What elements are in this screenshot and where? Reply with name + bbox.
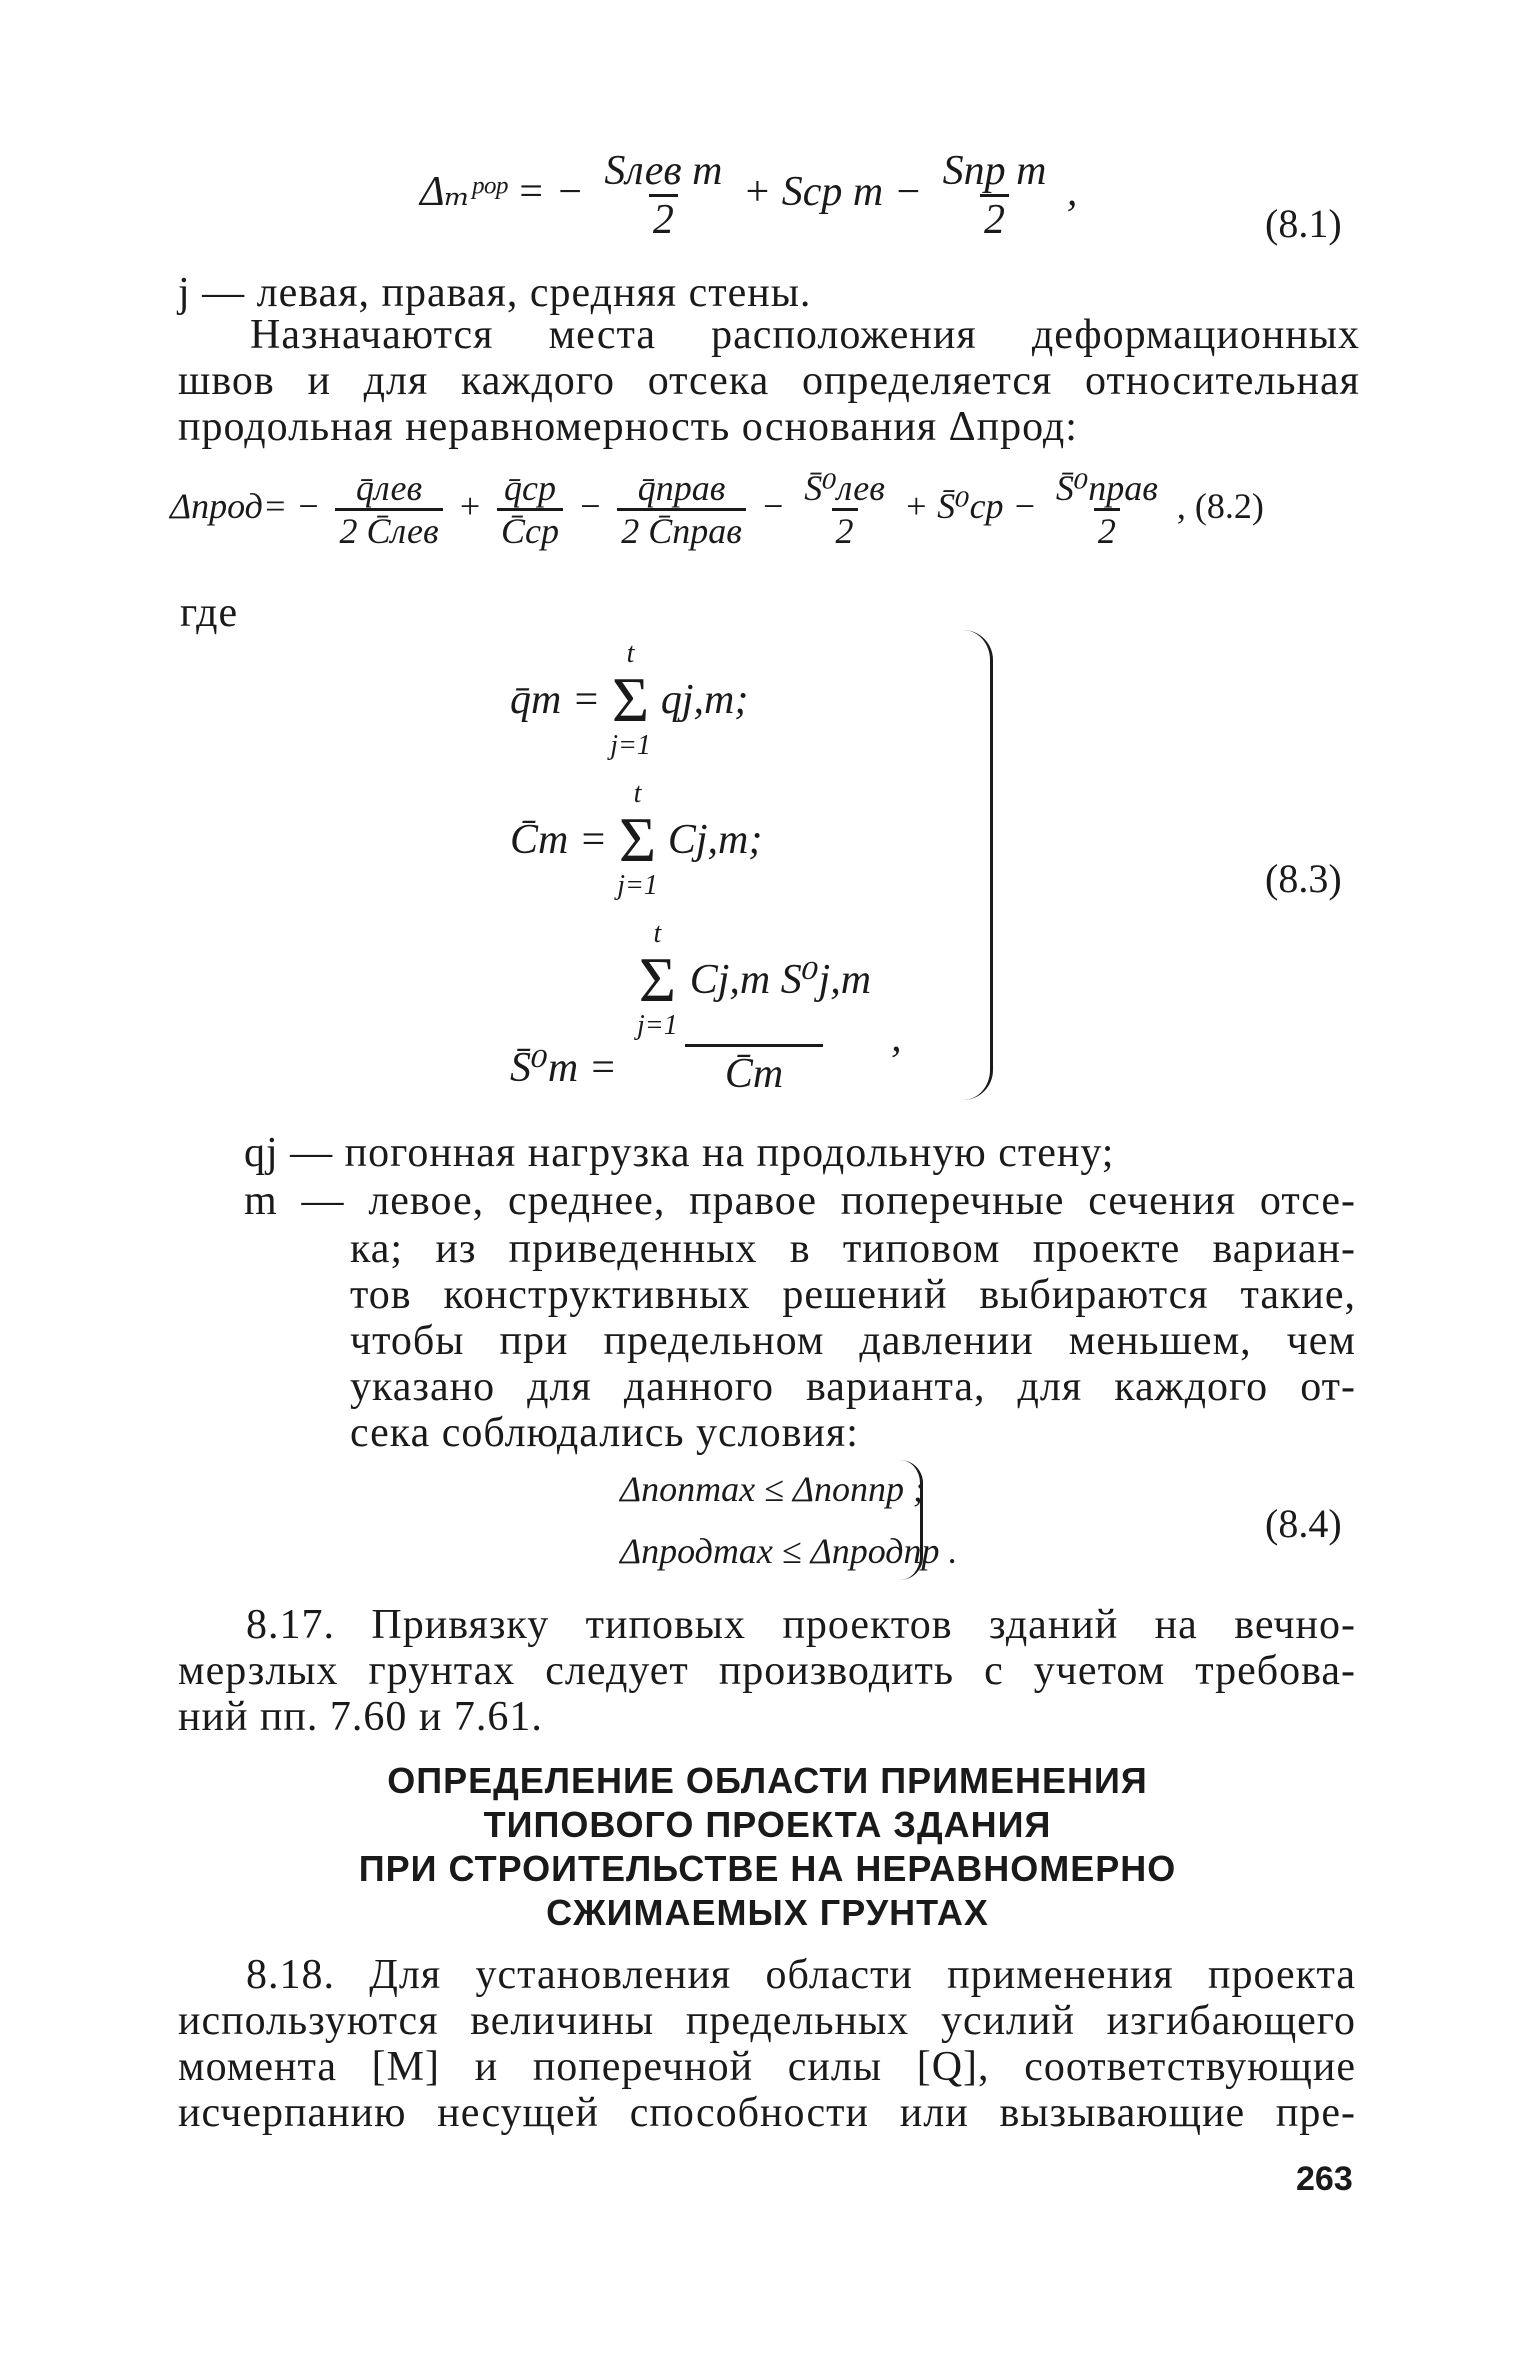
eq-8-3-row2-rhs: Cj,m;	[667, 817, 763, 863]
paragraph-8-17-line-1: 8.17. Привязку типовых проектов зданий на вечно-	[246, 1602, 1356, 1648]
definition-m-line-6: сека соблюдались условия:	[350, 1410, 859, 1456]
paragraph-1-line-1: Назначаются места расположения деформационных	[250, 312, 1360, 358]
eq-8-2-f4-numerator: S̄⁰лев	[804, 468, 885, 508]
eq-8-2-fraction-2	[497, 470, 563, 549]
eq-8-2-number: , (8.2)	[1176, 485, 1264, 526]
eq-8-3-row1-rhs: qj,m;	[660, 677, 749, 723]
eq-8-2-f1-numerator: q̄лев	[355, 468, 423, 508]
eq-8-1-frac1-numerator: Sлев m	[604, 148, 723, 194]
eq-8-1-frac2-numerator: Sпр m	[942, 148, 1047, 194]
eq-8-3-row1-sum	[610, 640, 651, 760]
definition-m-line-2: ка; из приведенных в типовом проекте вариан-	[350, 1226, 1356, 1272]
eq-8-3-row2-upper: t	[633, 778, 642, 809]
eq-8-3-row3-tail: ,	[891, 1014, 902, 1061]
sigma-icon: Σ	[618, 804, 657, 875]
eq-8-2-f5-denominator: 2	[1094, 508, 1120, 549]
eq-8-1-tail: ,	[1066, 169, 1078, 216]
equation-8-1	[420, 150, 1077, 241]
eq-8-2-lhs: Δпрод= −	[170, 485, 321, 526]
paragraph-8-18-line-4: исчерпанию несущей способности или вызывающие пре-	[178, 2090, 1356, 2136]
eq-8-2-f3-numerator: q̄прав	[637, 468, 726, 508]
eq-8-2-op1: +	[457, 485, 482, 526]
paragraph-8-18-line-2: используются величины предельных усилий изгибающего	[178, 1998, 1356, 2044]
eq-8-2-f2-numerator: q̄ср	[503, 468, 556, 508]
eq-8-3-right-brace	[960, 630, 993, 1100]
paragraph-8-18-line-1: 8.18. Для установления области применения проекта	[246, 1952, 1356, 1998]
eq-8-3-row3-denominator: C̄m	[685, 1044, 823, 1095]
eq-8-2-fraction-3	[617, 470, 746, 549]
paragraph-8-17-line-2: мерзлых грунтах следует производить с учетом требова-	[178, 1648, 1356, 1694]
eq-8-2-f3-denominator: 2 C̄прав	[617, 508, 746, 549]
eq-8-2-op2: −	[577, 485, 603, 526]
definition-m-line-1: m — левое, среднее, правое поперечные сечения отсе-	[244, 1178, 1356, 1224]
eq-8-1-number: (8.1)	[1265, 201, 1342, 246]
equation-8-2	[170, 470, 1264, 549]
definition-m-line-3: тов конструктивных решений выбираются такие,	[350, 1272, 1356, 1318]
eq-8-2-f4-denominator: 2	[832, 508, 858, 549]
eq-8-3-row3-lower: j=1	[637, 1010, 678, 1041]
sigma-icon: Σ	[638, 944, 676, 1015]
eq-8-3-row-1	[510, 640, 748, 760]
eq-8-3-row3-upper: t	[653, 918, 662, 949]
eq-8-2-fraction-1	[335, 470, 442, 549]
page-number: 263	[1296, 2160, 1353, 2198]
eq-8-2-op3: −	[760, 485, 786, 526]
eq-8-3-row-2	[510, 780, 762, 900]
eq-8-2-f2-denominator: C̄ср	[497, 508, 563, 549]
eq-8-2-fraction-4	[800, 470, 889, 549]
eq-8-3-row3-num-term: Cj,m S⁰j,m	[689, 957, 872, 1003]
definition-m-line-4: чтобы при предельном давлении меньшем, чем	[350, 1318, 1356, 1364]
eq-8-1-frac1-denominator: 2	[649, 194, 678, 241]
eq-8-3-row2-sum	[617, 780, 658, 900]
eq-8-1-middle: + Sср m −	[742, 169, 923, 216]
eq-8-3-row2-lhs: C̄m =	[510, 817, 608, 863]
eq-8-4-row-1: Δпопmax ≤ Δпоппр ;	[620, 1469, 925, 1509]
section-heading-line-1: ОПРЕДЕЛЕНИЕ ОБЛАСТИ ПРИМЕНЕНИЯ	[387, 1760, 1148, 1801]
eq-8-3-row1-upper: t	[626, 638, 635, 669]
eq-8-3-row2-lower: j=1	[617, 870, 658, 901]
paragraph-8-17-line-3: ний пп. 7.60 и 7.61.	[178, 1694, 543, 1740]
eq-8-3-row3-fraction	[627, 920, 881, 1095]
line-j-definition: j — левая, правая, средняя стены.	[178, 270, 812, 316]
definition-m-line-5: указано для данного варианта, для каждого от-	[350, 1364, 1356, 1410]
eq-8-2-f5-numerator: S̄⁰прав	[1055, 468, 1158, 508]
eq-8-1-fraction-1	[600, 150, 726, 241]
eq-8-2-middle: + S̄⁰ср −	[903, 485, 1037, 526]
definition-q: qj — погонная нагрузка на продольную стену;	[244, 1130, 1115, 1176]
eq-8-3-row-3	[510, 920, 902, 1095]
section-heading-line-3: ПРИ СТРОИТЕЛЬСТВЕ НА НЕРАВНОМЕРНО	[358, 1848, 1177, 1889]
eq-8-1-lhs: Δₘᵖᵒᵖ = −	[420, 169, 584, 216]
paragraph-1-line-2: швов и для каждого отсека определяется относительная	[178, 358, 1360, 404]
eq-8-3-row3-numerator	[627, 920, 881, 1044]
eq-8-1-fraction-2	[939, 150, 1051, 241]
eq-8-2-f1-denominator: 2 C̄лев	[335, 508, 442, 549]
eq-8-3-row1-lower: j=1	[610, 730, 651, 761]
section-heading-line-4: СЖИМАЕМЫХ ГРУНТАХ	[546, 1892, 989, 1933]
paragraph-8-18-line-3: момента [M] и поперечной силы [Q], соответствующие	[178, 2044, 1356, 2090]
eq-8-3-row1-lhs: q̄m =	[510, 677, 601, 723]
eq-8-3-row3-lhs: S̄⁰m =	[510, 1044, 618, 1091]
section-heading-line-2: ТИПОВОГО ПРОЕКТА ЗДАНИЯ	[483, 1804, 1052, 1845]
eq-8-3-number: (8.3)	[1265, 856, 1342, 901]
paragraph-1-line-3: продольная неравномерность основания Δпрод:	[178, 404, 1078, 450]
eq-8-4-right-brace	[900, 1460, 923, 1580]
sigma-icon: Σ	[611, 664, 650, 735]
where-label: где	[180, 590, 239, 636]
eq-8-4-number: (8.4)	[1265, 1501, 1342, 1546]
eq-8-2-fraction-5	[1052, 470, 1162, 549]
eq-8-4-row-2: Δпродmax ≤ Δпродпр .	[620, 1531, 958, 1571]
eq-8-1-frac2-denominator: 2	[980, 194, 1009, 241]
